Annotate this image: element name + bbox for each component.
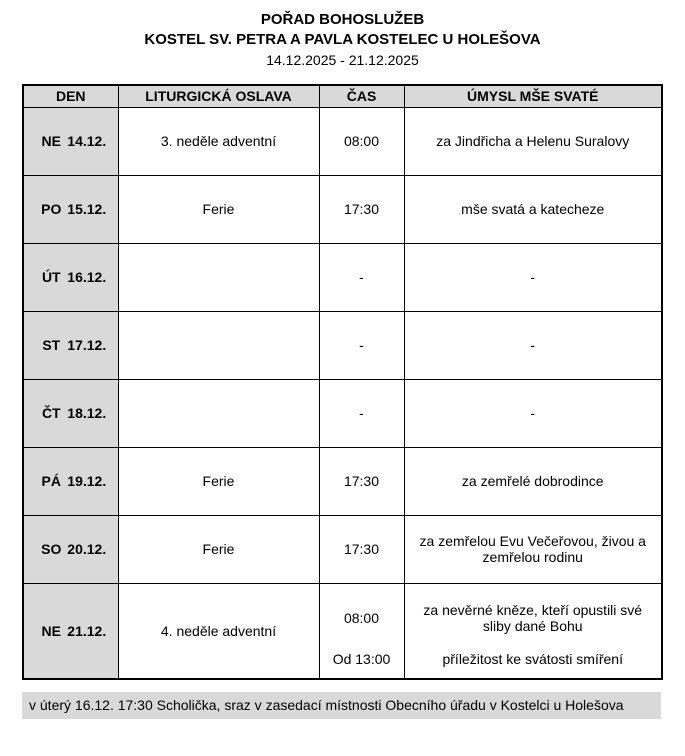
intention-cell: mše svatá a katecheze [404,175,662,243]
celebration-cell: Ferie [118,447,319,515]
time-cell [319,583,404,679]
day-date: 20.12. [67,541,107,557]
col-header-liturgicka-oslava: LITURGICKÁ OSLAVA [118,85,319,107]
table-row [23,175,662,243]
day-date: 14.12. [67,133,107,149]
day-cell [23,515,118,583]
day-cell [23,107,118,175]
day-abbrev: SO [41,541,62,557]
doc-title: POŘAD BOHOSLUŽEB [260,11,425,28]
intention-cell [404,583,662,679]
day-cell [23,379,118,447]
celebration-cell [118,311,319,379]
document-header [0,10,685,70]
celebration-cell: 3. neděle adventní [118,107,319,175]
day-date: 16.12. [67,269,107,285]
intention-cell: - [404,311,662,379]
day-abbrev: PÁ [41,473,61,489]
time-cell: 17:30 [319,515,404,583]
day-date: 18.12. [67,405,107,421]
time-cell-stack [324,586,400,676]
day-date: 17.12. [67,337,107,353]
celebration-cell [118,379,319,447]
intention-cell-stack [409,586,658,676]
day-cell [23,311,118,379]
footer-note: v úterý 16.12. 17:30 Scholička, sraz v zasedací místnosti Obecního úřadu v Kostelci u Holešova [22,692,661,719]
doc-subtitle: KOSTEL SV. PETRA A PAVLA KOSTELEC U HOLEŠOVA [144,31,541,48]
day-abbrev: ÚT [41,269,61,285]
table-row [23,311,662,379]
time-cell: - [319,311,404,379]
time-cell: - [319,379,404,447]
intention-cell: - [404,243,662,311]
day-date: 21.12. [67,622,107,639]
celebration-cell: 4. neděle adventní [118,583,319,679]
intention-secondary: příležitost ke svátosti smíření [442,650,623,667]
table-row [23,379,662,447]
date-range: 14.12.2025 - 21.12.2025 [266,52,419,68]
day-cell [23,175,118,243]
celebration-cell: Ferie [118,175,319,243]
col-header-den: DEN [23,85,118,107]
day-cell [23,583,118,679]
intention-cell: za Jindřicha a Helenu Suralovy [404,107,662,175]
day-cell [23,447,118,515]
day-abbrev: ČT [41,405,61,421]
time-secondary: Od 13:00 [332,650,391,667]
intention-cell: - [404,379,662,447]
intention-cell: za zemřelou Evu Večeřovou, živou a zemřelou rodinu [404,515,662,583]
table-row [23,107,662,175]
time-primary: 08:00 [343,609,380,626]
intention-cell: za zemřelé dobrodince [404,447,662,515]
day-abbrev: NE [41,133,61,149]
schedule-table [22,84,663,680]
day-abbrev: ST [42,337,61,353]
col-header-cas: ČAS [319,85,404,107]
table-row [23,515,662,583]
col-header-umysl: ÚMYSL MŠE SVATÉ [404,85,662,107]
table-row [23,583,662,679]
day-abbrev: PO [41,201,62,217]
celebration-cell [118,243,319,311]
time-cell: 17:30 [319,447,404,515]
table-row [23,243,662,311]
header-row [23,85,662,107]
day-date: 15.12. [67,201,107,217]
day-abbrev: NE [41,622,61,639]
table-row [23,447,662,515]
day-date: 19.12. [67,473,107,489]
time-cell: 17:30 [319,175,404,243]
intention-primary: za nevěrné kněze, kteří opustili své sliby dané Bohu [423,601,643,634]
time-cell: - [319,243,404,311]
day-cell [23,243,118,311]
time-cell: 08:00 [319,107,404,175]
celebration-cell: Ferie [118,515,319,583]
